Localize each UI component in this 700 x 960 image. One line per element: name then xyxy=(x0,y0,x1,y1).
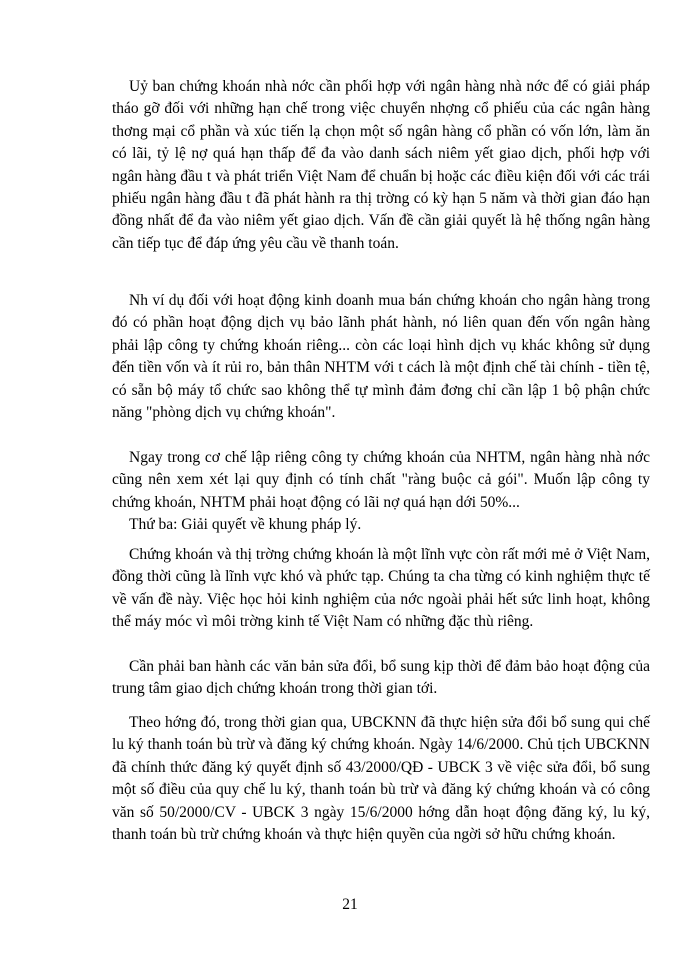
paragraph-6: Cần phải ban hành các văn bản sửa đổi, bổ sung kịp thời để đảm bảo hoạt động của trung tâm giao dịch chứng khoán trong thời gian tới. xyxy=(112,658,650,698)
paragraph-1: Uỷ ban chứng khoán nhà nớc cần phối hợp với ngân hàng nhà nớc để có giải pháp tháo gỡ đối với những hạn chế trong việc chuyển nhợng cổ phiếu của các ngân hàng thơng mại cổ phần và xúc tiến lạ chọn một số ngân hàng cổ phần có vốn lớn, làm ăn có lãi, tỷ lệ nợ quá hạn thấp để đa vào danh sách niêm yết giao dịch, phối hợp với ngân hàng đầu t và phát triển Việt Nam để chuẩn bị hoặc các điều kiện đối với các trái phiếu ngân hàng đầu t đã phát hành ra thị trờng có kỳ hạn 5 năm và thời gian đáo hạn đồng nhất để đa vào niêm yết giao dịch. Vấn đề cần giải quyết là hệ thống ngân hàng cần tiếp tục để đáp ứng yêu cầu về thanh toán. xyxy=(112,78,650,252)
paragraph-3: Ngay trong cơ chế lập riêng công ty chứng khoán của NHTM, ngân hàng nhà nớc cũng nên xem xét lại quy định có tính chất "ràng buộc cả gói". Muốn lập công ty chứng khoán, NHTM phải hoạt động có lãi nợ quá hạn dới 50%... xyxy=(112,449,650,511)
paragraph-5: Chứng khoán và thị trờng chứng khoán là một lĩnh vực còn rất mới mẻ ở Việt Nam, đồng thời cũng là lĩnh vực khó và phức tạp. Chúng ta cha từng có kinh nghiệm thực tế về vấn đề này. Việc học hỏi kinh nghiệm của nớc ngoài phải hết sức linh hoạt, không thể máy móc vì môi trờng kinh tế Việt Nam có những đặc thù riêng. xyxy=(112,546,650,631)
paragraph-7: Theo hớng đó, trong thời gian qua, UBCKNN đã thực hiện sửa đổi bổ sung qui chế lu ký thanh toán bù trừ và đăng ký chứng khoán. Ngày 14/6/2000. Chủ tịch UBCKNN đã chính thức đăng ký quyết định số 43/2000/QĐ - UBCK 3 về việc sửa đổi, bổ sung một số điều của quy chế lu ký, thanh toán bù trừ và đăng ký chứng khoán và có công văn số 50/2000/CV - UBCK 3 ngày 15/6/2000 hớng dẫn hoạt động đăng ký, lu ký, thanh toán bù trừ chứng khoán và thực hiện quyền của ngời sở hữu chứng khoán. xyxy=(112,714,650,844)
paragraph-4-heading: Thứ ba: Giải quyết về khung pháp lý. xyxy=(129,516,362,533)
paragraph-2: Nh ví dụ đối với hoạt động kinh doanh mua bán chứng khoán cho ngân hàng trong đó có phần hoạt động dịch vụ bảo lãnh phát hành, nó liên quan đến vốn ngân hàng phải lập công ty chứng khoán riêng... còn các loại hình dịch vụ khác không sử dụng đến tiền vốn và ít rủi ro, bản thân NHTM với t cách là một định chế tài chính - tiền tệ, có sẵn bộ máy tổ chức sao không thể tự mình đảm đơng chỉ cần lập 1 bộ phận chức năng "phòng dịch vụ chứng khoán". xyxy=(112,292,650,422)
page-number: 21 xyxy=(342,896,358,913)
